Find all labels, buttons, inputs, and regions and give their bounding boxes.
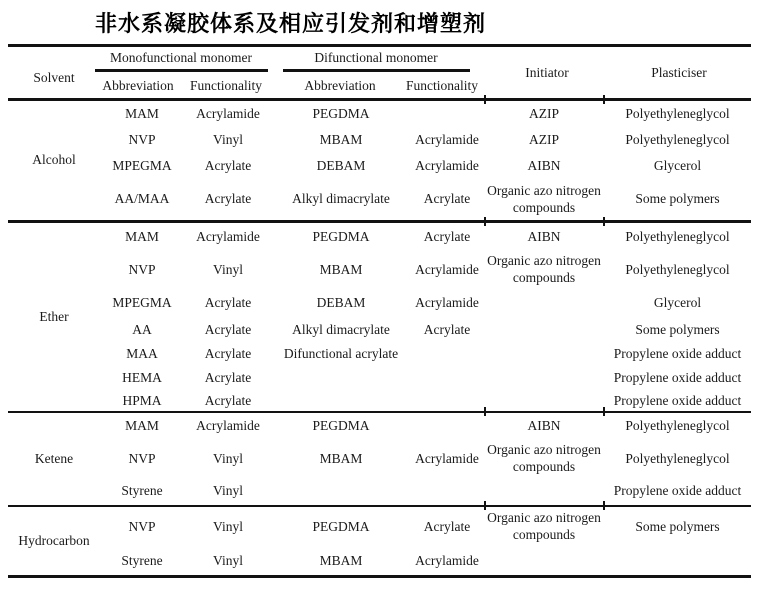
table-cell: Vinyl [213, 483, 243, 499]
col-group-monofunctional: Monofunctional monomer [109, 50, 253, 65]
table-cell: MAM [125, 228, 159, 244]
table-cell: Organic azo nitrogen compounds [487, 442, 601, 474]
table-cell: MBAM [319, 261, 363, 277]
table-cell: MBAM [319, 552, 363, 568]
table-cell: AIBN [527, 418, 561, 434]
col-header-mono-abbreviation: Abbreviation [102, 78, 174, 93]
table-cell: Acrylate [204, 321, 252, 337]
table-title: 非水系凝胶体系及相应引发剂和增塑剂 [95, 11, 487, 36]
table-cell: MAM [125, 105, 159, 121]
table-cell: DEBAM [316, 157, 366, 173]
col-group-difunctional: Difunctional monomer [314, 50, 438, 65]
table-cell: NVP [128, 518, 156, 534]
table-cell: Acrylamide [415, 157, 479, 173]
table-cell: Some polymers [635, 518, 720, 534]
table-cell: HPMA [122, 392, 162, 408]
table-cell: MPEGMA [112, 157, 172, 173]
table-cell: Vinyl [213, 552, 243, 568]
table-cell: Acrylamide [196, 105, 260, 121]
table-cell: Acrylate [204, 370, 252, 386]
table-cell: Vinyl [213, 131, 243, 147]
table-cell: Polyethyleneglycol [625, 418, 730, 434]
monofunctional-group-rule [95, 69, 268, 72]
table-cell: DEBAM [316, 295, 366, 311]
table-cell: MAM [125, 418, 159, 434]
table-cell: Acrylamide [415, 295, 479, 311]
table-cell: PEGDMA [312, 418, 370, 434]
difunctional-group-rule [283, 69, 470, 72]
table-cell: Polyethyleneglycol [625, 105, 730, 121]
table-cell: Propylene oxide adduct [613, 392, 742, 408]
table-cell: Propylene oxide adduct [613, 483, 742, 499]
table-cell: HEMA [122, 370, 162, 386]
table-cell: Acrylate [423, 228, 471, 244]
solvent-cell: Ether [39, 308, 69, 324]
table-cell: AA/MAA [114, 191, 170, 207]
table-cell: AA [132, 321, 152, 337]
table-cell: Some polymers [635, 321, 720, 337]
table-cell: Polyethyleneglycol [625, 228, 730, 244]
table-cell: Organic azo nitrogen compounds [487, 510, 601, 542]
table-cell: NVP [128, 450, 156, 466]
table-cell: Acrylamide [196, 228, 260, 244]
solvent-cell: Alcohol [32, 152, 76, 168]
table-cell: PEGDMA [312, 228, 370, 244]
table-cell: Acrylate [204, 345, 252, 361]
table-cell: NVP [128, 131, 156, 147]
table-cell: Acrylate [204, 295, 252, 311]
table-cell: Alkyl dimacrylate [292, 321, 390, 337]
solvent-section-ether [8, 223, 751, 411]
table-cell: AIBN [527, 157, 561, 173]
table-cell: Polyethyleneglycol [625, 261, 730, 277]
table-cell: Propylene oxide adduct [613, 370, 742, 386]
table-cell: Alkyl dimacrylate [292, 191, 390, 207]
col-header-di-functionality: Functionality [406, 78, 478, 93]
table-cell: Acrylate [423, 321, 471, 337]
table-cell: Polyethyleneglycol [625, 450, 730, 466]
table-cell: Acrylamide [415, 261, 479, 277]
table-cell: Acrylamide [415, 450, 479, 466]
table-cell: Acrylate [204, 191, 252, 207]
table-cell: Some polymers [635, 191, 720, 207]
table-cell: MPEGMA [112, 295, 172, 311]
table-cell: Glycerol [653, 295, 702, 311]
col-header-di-abbreviation: Abbreviation [304, 78, 376, 93]
table-top-rule [8, 44, 751, 47]
table-cell: Acrylamide [415, 552, 479, 568]
col-header-solvent: Solvent [33, 70, 75, 85]
table-cell: AZIP [529, 131, 559, 147]
table-cell: Acrylate [423, 518, 471, 534]
table-cell: Acrylamide [415, 131, 479, 147]
table-cell: Vinyl [213, 261, 243, 277]
table-cell: MBAM [319, 450, 363, 466]
col-header-plasticiser: Plasticiser [651, 65, 707, 80]
table-cell: Glycerol [653, 157, 702, 173]
solvent-section-hydrocarbon [8, 507, 751, 575]
table-cell: Acrylate [423, 191, 471, 207]
solvent-section-ketene [8, 413, 751, 505]
table-cell: Acrylate [204, 392, 252, 408]
table-cell: Polyethyleneglycol [625, 131, 730, 147]
table-cell: MBAM [319, 131, 363, 147]
table-cell: Acrylamide [196, 418, 260, 434]
table-cell: AZIP [529, 105, 559, 121]
table-cell: Vinyl [213, 518, 243, 534]
table-cell: Difunctional acrylate [283, 345, 399, 361]
table-cell: Vinyl [213, 450, 243, 466]
table-bottom-rule [8, 575, 751, 578]
table-cell: Acrylate [204, 157, 252, 173]
table-cell: PEGDMA [312, 518, 370, 534]
col-header-mono-functionality: Functionality [190, 78, 262, 93]
solvent-cell: Ketene [34, 450, 74, 466]
table-cell: MAA [126, 345, 158, 361]
table-cell: AIBN [527, 228, 561, 244]
table-cell: PEGDMA [312, 105, 370, 121]
table-cell: Styrene [121, 483, 163, 499]
solvent-section-alcohol [8, 101, 751, 220]
col-header-initiator: Initiator [525, 65, 569, 80]
table-cell: NVP [128, 261, 156, 277]
solvent-cell: Hydrocarbon [18, 532, 90, 548]
table-cell: Organic azo nitrogen compounds [487, 182, 601, 215]
table-cell: Organic azo nitrogen compounds [487, 253, 601, 285]
table-cell: Styrene [121, 552, 163, 568]
table-cell: Propylene oxide adduct [613, 345, 742, 361]
